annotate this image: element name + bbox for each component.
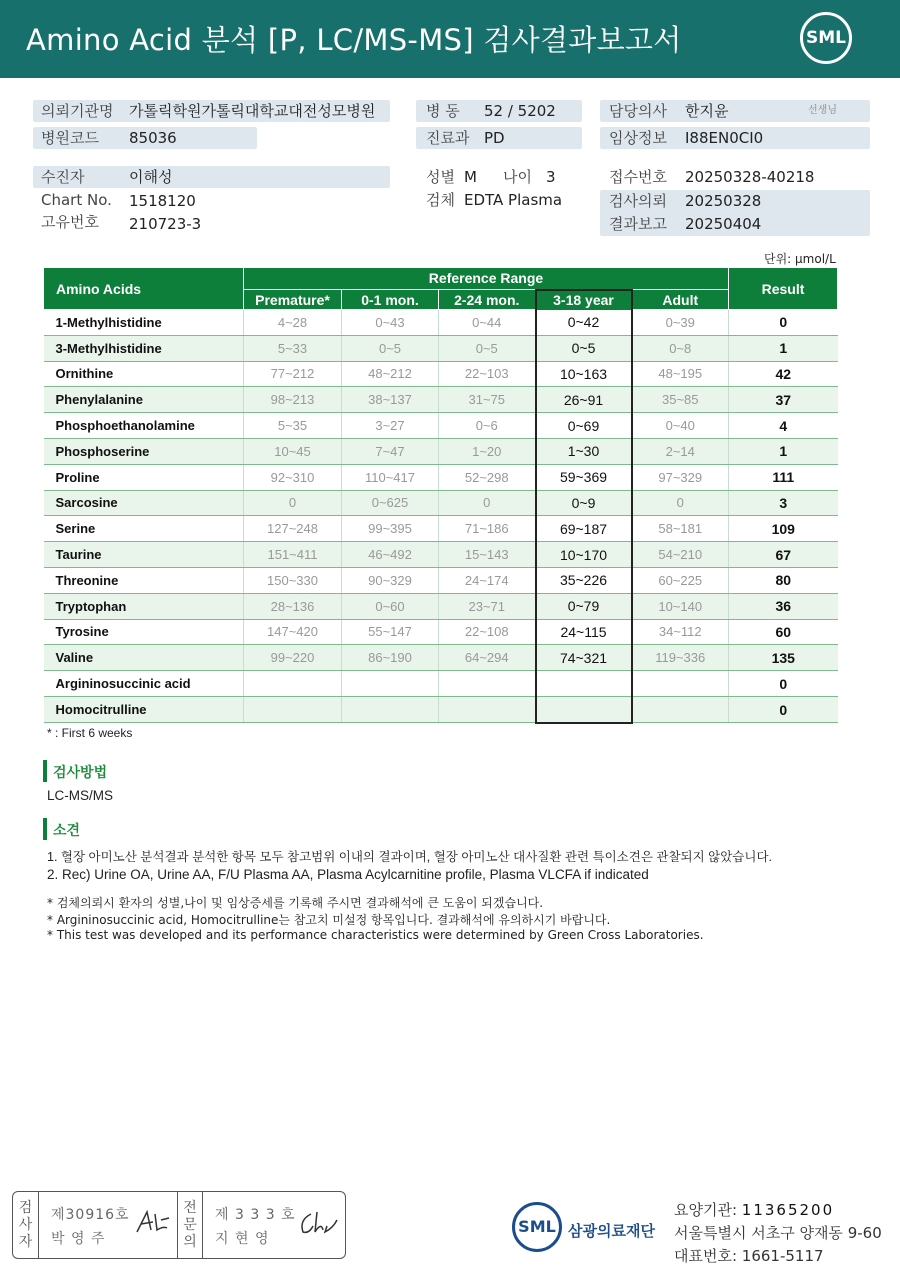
method-title: 검사방법 [53, 765, 108, 781]
reference-range-cell: 0~5 [342, 335, 439, 361]
reference-range-cell: 10~163 [536, 361, 632, 387]
sml-footer-logo: SML [512, 1202, 562, 1252]
result-cell: 0 [729, 671, 838, 697]
amino-acid-name: Phosphoethanolamine [44, 413, 244, 439]
reference-range-cell: 26~91 [536, 387, 632, 413]
reference-range-cell: 0~69 [536, 413, 632, 439]
result-cell: 42 [729, 361, 838, 387]
sml-logo: SML [800, 12, 852, 64]
table-row [44, 671, 838, 697]
reference-range-cell: 0~44 [439, 310, 536, 336]
reference-range-cell: 0 [244, 490, 342, 516]
reference-range-cell: 69~187 [536, 516, 632, 542]
address: 서울특별시 서초구 양재동 9-60 [674, 1224, 882, 1242]
reference-range-cell: 3~27 [342, 413, 439, 439]
institution-label: 의뢰기관명 [41, 102, 114, 120]
result-cell: 111 [729, 464, 838, 490]
reference-range-cell: 0~42 [536, 310, 632, 336]
table-row [44, 619, 838, 645]
reference-range-cell: 10~140 [632, 593, 729, 619]
reference-range-cell: 0~79 [536, 593, 632, 619]
reference-range-cell: 48~195 [632, 361, 729, 387]
reference-range-cell: 0~9 [536, 490, 632, 516]
table-row [44, 567, 838, 593]
uid-label: 고유번호 [41, 213, 99, 231]
phone: 대표번호: 1661-5117 [674, 1247, 824, 1265]
reference-range-cell: 90~329 [342, 567, 439, 593]
col-result: Result [729, 268, 838, 310]
table-row [44, 645, 838, 671]
result-cell: 0 [729, 696, 838, 722]
reference-range-cell: 15~143 [439, 542, 536, 568]
clinical-label: 임상정보 [609, 129, 667, 147]
reference-range-cell: 98~213 [244, 387, 342, 413]
amino-acid-name: Ornithine [44, 361, 244, 387]
table-row [44, 387, 838, 413]
report-title: Amino Acid 분석 [P, LC/MS-MS] 검사결과보고서 [26, 23, 682, 57]
reference-range-cell: 147~420 [244, 619, 342, 645]
reference-range-cell: 99~220 [244, 645, 342, 671]
specialist-id: 제 3 3 3 호 [215, 1207, 296, 1223]
dept-value: PD [484, 129, 505, 147]
reference-range-cell [632, 671, 729, 697]
result-cell: 135 [729, 645, 838, 671]
reference-range-cell: 0~60 [342, 593, 439, 619]
result-cell: 37 [729, 387, 838, 413]
ward-label: 병 동 [426, 102, 460, 120]
reference-range-cell: 10~170 [536, 542, 632, 568]
signer-id: 제30916호 [51, 1207, 130, 1223]
signer-role: 검 사 자 [13, 1192, 39, 1258]
note-line: * Argininosuccinic acid, Homocitrulline는 참고치 미설정 항목입니다. 결과해석에 유의하시기 바랍니다. [47, 913, 611, 927]
col-range: Premature* [244, 290, 342, 310]
reference-range-cell: 127~248 [244, 516, 342, 542]
institution-value: 가톨릭학원가톨릭대학교대전성모병원 [129, 102, 376, 120]
amino-acid-table [43, 267, 838, 724]
uid-value: 210723-3 [129, 215, 202, 233]
signature-scribble-icon [133, 1206, 173, 1238]
amino-acid-name: Serine [44, 516, 244, 542]
reference-range-cell [244, 671, 342, 697]
amino-acid-name: Homocitrulline [44, 696, 244, 722]
method-text: LC-MS/MS [47, 788, 114, 803]
reference-range-cell: 74~321 [536, 645, 632, 671]
reference-range-cell [439, 671, 536, 697]
amino-acid-name: Proline [44, 464, 244, 490]
reference-range-cell: 48~212 [342, 361, 439, 387]
clinical-value: I88EN0CI0 [685, 129, 764, 147]
reference-range-cell [439, 696, 536, 722]
amino-acid-name: Threonine [44, 567, 244, 593]
amino-acid-name: Valine [44, 645, 244, 671]
reference-range-cell: 0 [632, 490, 729, 516]
reference-range-cell: 119~336 [632, 645, 729, 671]
reference-range-cell: 22~103 [439, 361, 536, 387]
table-row [44, 464, 838, 490]
result-cell: 1 [729, 438, 838, 464]
table-row [44, 361, 838, 387]
result-cell: 4 [729, 413, 838, 439]
col-range: 2-24 mon. [439, 290, 536, 310]
reference-range-cell [244, 696, 342, 722]
doctor-label: 담당의사 [609, 102, 667, 120]
col-range-pediatric: 3-18 year [536, 290, 632, 310]
request-label: 검사의뢰 [609, 192, 667, 210]
receipt-value: 20250328-40218 [685, 168, 815, 186]
info-bar [33, 166, 390, 188]
result-cell: 3 [729, 490, 838, 516]
reference-range-cell: 59~369 [536, 464, 632, 490]
reference-range-cell: 0~39 [632, 310, 729, 336]
table-footnote: * : First 6 weeks [47, 726, 133, 740]
amino-acid-name: Phosphoserine [44, 438, 244, 464]
table-row [44, 413, 838, 439]
specialist-name: 지 현 영 [215, 1231, 270, 1247]
col-reference-range: Reference Range [244, 268, 729, 290]
reference-range-cell: 0~625 [342, 490, 439, 516]
reference-range-cell: 151~411 [244, 542, 342, 568]
reference-range-cell: 24~174 [439, 567, 536, 593]
sex-label: 성별 [426, 168, 455, 186]
reference-range-cell [342, 696, 439, 722]
table-row [44, 438, 838, 464]
amino-acid-name: Phenylalanine [44, 387, 244, 413]
reference-range-cell: 71~186 [439, 516, 536, 542]
reference-range-cell [536, 696, 632, 722]
section-marker [43, 760, 47, 782]
note-line: * 검체의뢰시 환자의 성별,나이 및 임상증세를 기록해 주시면 결과해석에 큰 도움이 되겠습니다. [47, 896, 544, 910]
table-row [44, 310, 838, 336]
signature-scribble-icon [295, 1206, 339, 1238]
specimen-value: EDTA Plasma [464, 191, 563, 209]
reference-range-cell: 54~210 [632, 542, 729, 568]
ward-value: 52 / 5202 [484, 102, 556, 120]
signature-box [12, 1191, 346, 1259]
reference-range-cell: 99~395 [342, 516, 439, 542]
reference-range-cell: 1~30 [536, 438, 632, 464]
reference-range-cell: 23~71 [439, 593, 536, 619]
chart-value: 1518120 [129, 192, 196, 210]
result-cell: 60 [729, 619, 838, 645]
reference-range-cell: 7~47 [342, 438, 439, 464]
col-range: 0-1 mon. [342, 290, 439, 310]
reference-range-cell: 5~35 [244, 413, 342, 439]
reference-range-cell: 35~226 [536, 567, 632, 593]
result-cell: 67 [729, 542, 838, 568]
reference-range-cell: 0~5 [439, 335, 536, 361]
reference-range-cell: 34~112 [632, 619, 729, 645]
reference-range-cell: 64~294 [439, 645, 536, 671]
reference-range-cell: 60~225 [632, 567, 729, 593]
reference-range-cell: 97~329 [632, 464, 729, 490]
result-cell: 109 [729, 516, 838, 542]
reference-range-cell: 31~75 [439, 387, 536, 413]
specialist-role: 전 문 의 [177, 1192, 203, 1258]
reference-range-cell [632, 696, 729, 722]
col-amino-acids: Amino Acids [44, 268, 244, 310]
table-body [44, 310, 838, 723]
opinion-title: 소견 [53, 823, 81, 839]
reference-range-cell: 150~330 [244, 567, 342, 593]
table-row [44, 593, 838, 619]
reference-range-cell: 0~43 [342, 310, 439, 336]
age-label: 나이 [503, 168, 532, 186]
reference-range-cell: 86~190 [342, 645, 439, 671]
reference-range-cell: 35~85 [632, 387, 729, 413]
reference-range-cell: 0~6 [439, 413, 536, 439]
col-range: Adult [632, 290, 729, 310]
unit-label: 단위: μmol/L [764, 252, 836, 266]
institution-code: 요양기관: 11365200 [674, 1201, 835, 1219]
amino-acid-name: 1-Methylhistidine [44, 310, 244, 336]
reference-range-cell: 0 [439, 490, 536, 516]
sex-value: M [464, 168, 477, 186]
reference-range-cell: 24~115 [536, 619, 632, 645]
dept-label: 진료과 [426, 129, 470, 147]
result-cell: 0 [729, 310, 838, 336]
patient-value: 이해성 [129, 168, 173, 186]
reference-range-cell: 55~147 [342, 619, 439, 645]
opinion-line: 2. Rec) Urine OA, Urine AA, F/U Plasma AA, Plasma Acylcarnitine profile, Plasma VLCFA if indicated [47, 867, 649, 882]
reference-range-cell: 58~181 [632, 516, 729, 542]
reference-range-cell: 0~40 [632, 413, 729, 439]
doctor-suffix: 선생님 [808, 105, 837, 116]
hospital-code-label: 병원코드 [41, 129, 99, 147]
report-value: 20250404 [685, 215, 762, 233]
reference-range-cell: 92~310 [244, 464, 342, 490]
section-marker [43, 818, 47, 840]
report-label: 결과보고 [609, 215, 667, 233]
amino-acid-name: Argininosuccinic acid [44, 671, 244, 697]
amino-acid-name: 3-Methylhistidine [44, 335, 244, 361]
reference-range-cell: 2~14 [632, 438, 729, 464]
result-cell: 80 [729, 567, 838, 593]
chart-label: Chart No. [41, 191, 112, 209]
reference-range-cell: 77~212 [244, 361, 342, 387]
amino-acid-name: Tyrosine [44, 619, 244, 645]
reference-range-cell [536, 671, 632, 697]
doctor-value: 한지윤 [685, 102, 729, 120]
reference-range-cell: 52~298 [439, 464, 536, 490]
amino-acid-name: Sarcosine [44, 490, 244, 516]
note-line: * This test was developed and its performance characteristics were determined by Green Cross Laboratories. [47, 928, 704, 942]
age-value: 3 [546, 168, 556, 186]
table-row [44, 516, 838, 542]
table-row [44, 490, 838, 516]
reference-range-cell: 110~417 [342, 464, 439, 490]
signer-name: 박 영 주 [51, 1231, 106, 1247]
reference-range-cell: 46~492 [342, 542, 439, 568]
report-header [0, 0, 900, 78]
table-row [44, 542, 838, 568]
reference-range-cell: 22~108 [439, 619, 536, 645]
hospital-code-value: 85036 [129, 129, 177, 147]
amino-acid-name: Taurine [44, 542, 244, 568]
opinion-line: 1. 혈장 아미노산 분석결과 분석한 항목 모두 참고범위 이내의 결과이며, 혈장 아미노산 대사질환 관련 특이소견은 관찰되지 않았습니다. [47, 850, 772, 864]
reference-range-cell: 4~28 [244, 310, 342, 336]
result-cell: 36 [729, 593, 838, 619]
reference-range-cell: 38~137 [342, 387, 439, 413]
table-row [44, 335, 838, 361]
org-name: 삼광의료재단 [568, 1222, 655, 1240]
reference-range-cell: 1~20 [439, 438, 536, 464]
reference-range-cell: 0~8 [632, 335, 729, 361]
reference-range-cell: 0~5 [536, 335, 632, 361]
reference-range-cell [342, 671, 439, 697]
table-row [44, 696, 838, 722]
amino-acid-name: Tryptophan [44, 593, 244, 619]
reference-range-cell: 28~136 [244, 593, 342, 619]
reference-range-cell: 5~33 [244, 335, 342, 361]
specimen-label: 검체 [426, 191, 455, 209]
request-value: 20250328 [685, 192, 762, 210]
reference-range-cell: 10~45 [244, 438, 342, 464]
patient-label: 수진자 [41, 168, 85, 186]
result-cell: 1 [729, 335, 838, 361]
receipt-label: 접수번호 [609, 168, 667, 186]
